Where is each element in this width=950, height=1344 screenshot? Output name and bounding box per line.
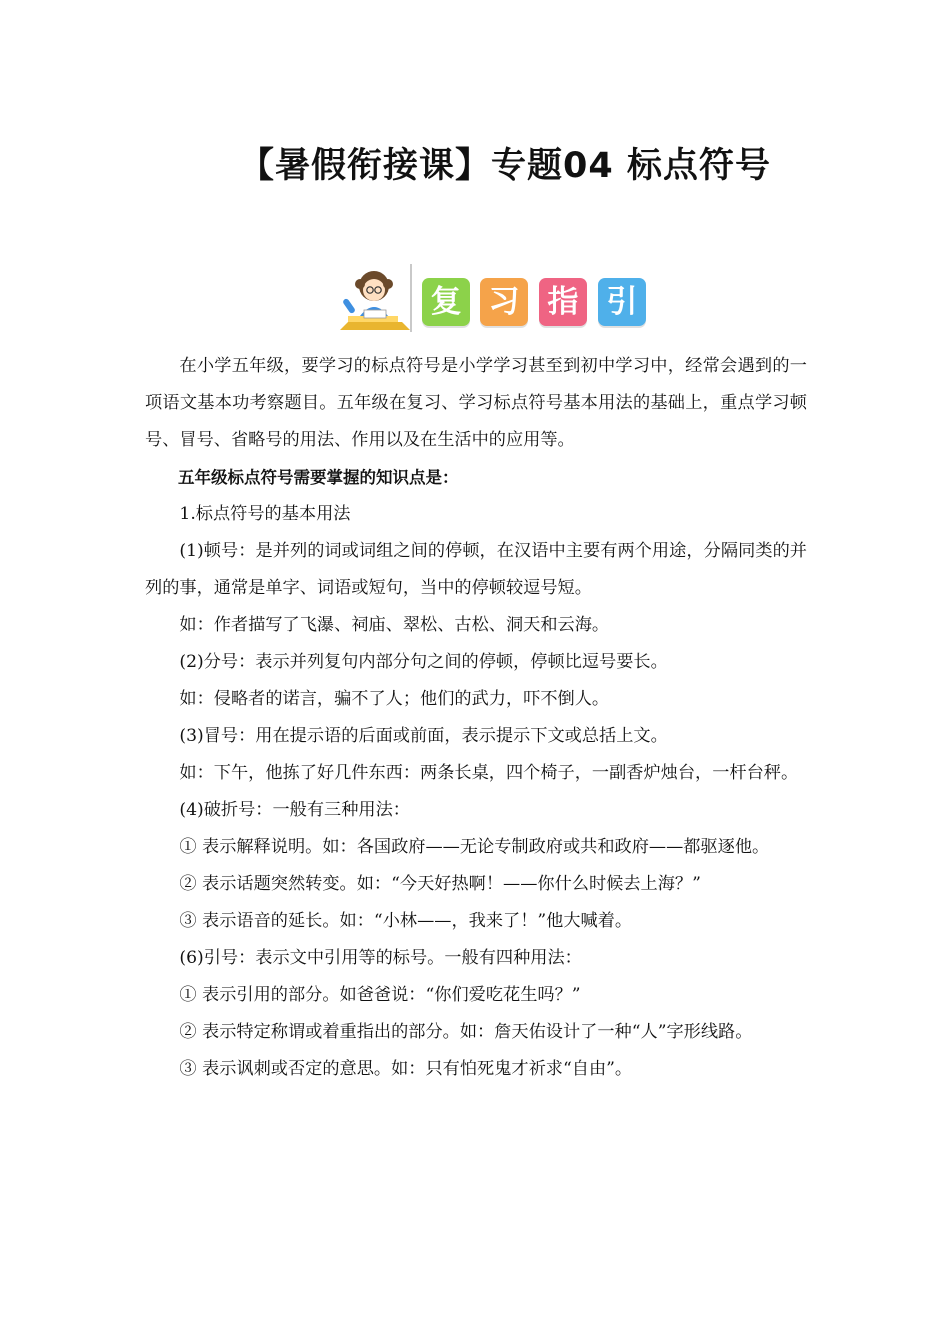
banner-tile-3: 指 — [539, 278, 587, 326]
document-body — [145, 348, 807, 1088]
section-heading: 1.标点符号的基本用法 — [179, 504, 351, 524]
paragraph: (2)分号：表示并列复句内部分句之间的停顿，停顿比逗号要长。 — [179, 652, 668, 672]
banner-tile-1: 复 — [422, 278, 470, 326]
paragraph: (6)引号：表示文中引用等的标号。一般有四种用法： — [179, 948, 582, 968]
paragraph: ③ 表示语音的延长。如：“小林——，我来了！”他大喊着。 — [179, 911, 633, 931]
paragraph: (4)破折号：一般有三种用法： — [179, 800, 410, 820]
paragraph: 如：侵略者的诺言，骗不了人；他们的武力，吓不倒人。 — [179, 689, 610, 709]
paragraph: ② 表示特定称谓或着重指出的部分。如：詹天佑设计了一种“人”字形线路。 — [179, 1022, 753, 1042]
student-reading-icon — [340, 264, 410, 334]
paragraph: (3)冒号：用在提示语的后面或前面，表示提示下文或总括上文。 — [179, 726, 668, 746]
paragraph: 如：下午，他拣了好几件东西：两条长桌，四个椅子，一副香炉烛台，一杆台秤。 — [179, 763, 799, 783]
key-points-heading: 五年级标点符号需要掌握的知识点是： — [178, 468, 459, 487]
paragraph: ③ 表示讽刺或否定的意思。如：只有怕死鬼才祈求“自由”。 — [179, 1059, 633, 1079]
banner-tile-2: 习 — [480, 278, 528, 326]
intro-paragraph: 在小学五年级，要学习的标点符号是小学学习甚至到初中学习中，经常会遇到的一项语文基本功考察题目。五年级在复习、学习标点符号基本用法的基础上，重点学习顿号、冒号、省略号的用法、作用以及在生活中的应用等。 — [145, 356, 807, 450]
banner-divider — [410, 264, 412, 332]
document-title: 【暑假衔接课】专题04 标点符号 — [239, 146, 771, 186]
paragraph: ② 表示话题突然转变。如：“今天好热啊！——你什么时候去上海？” — [179, 874, 701, 894]
paragraph: ① 表示引用的部分。如爸爸说：“你们爱吃花生吗？” — [179, 985, 581, 1005]
paragraph: 如：作者描写了飞瀑、祠庙、翠松、古松、洞天和云海。 — [179, 615, 610, 635]
paragraph: ① 表示解释说明。如：各国政府——无论专制政府或共和政府——都驱逐他。 — [179, 837, 770, 857]
banner-tile-4: 引 — [598, 278, 646, 326]
paragraph: (1)顿号：是并列的词或词组之间的停顿，在汉语中主要有两个用途，分隔同类的并列的事，通常是单字、词语或短句，当中的停顿较逗号短。 — [145, 541, 807, 598]
review-guide-banner — [340, 264, 660, 336]
